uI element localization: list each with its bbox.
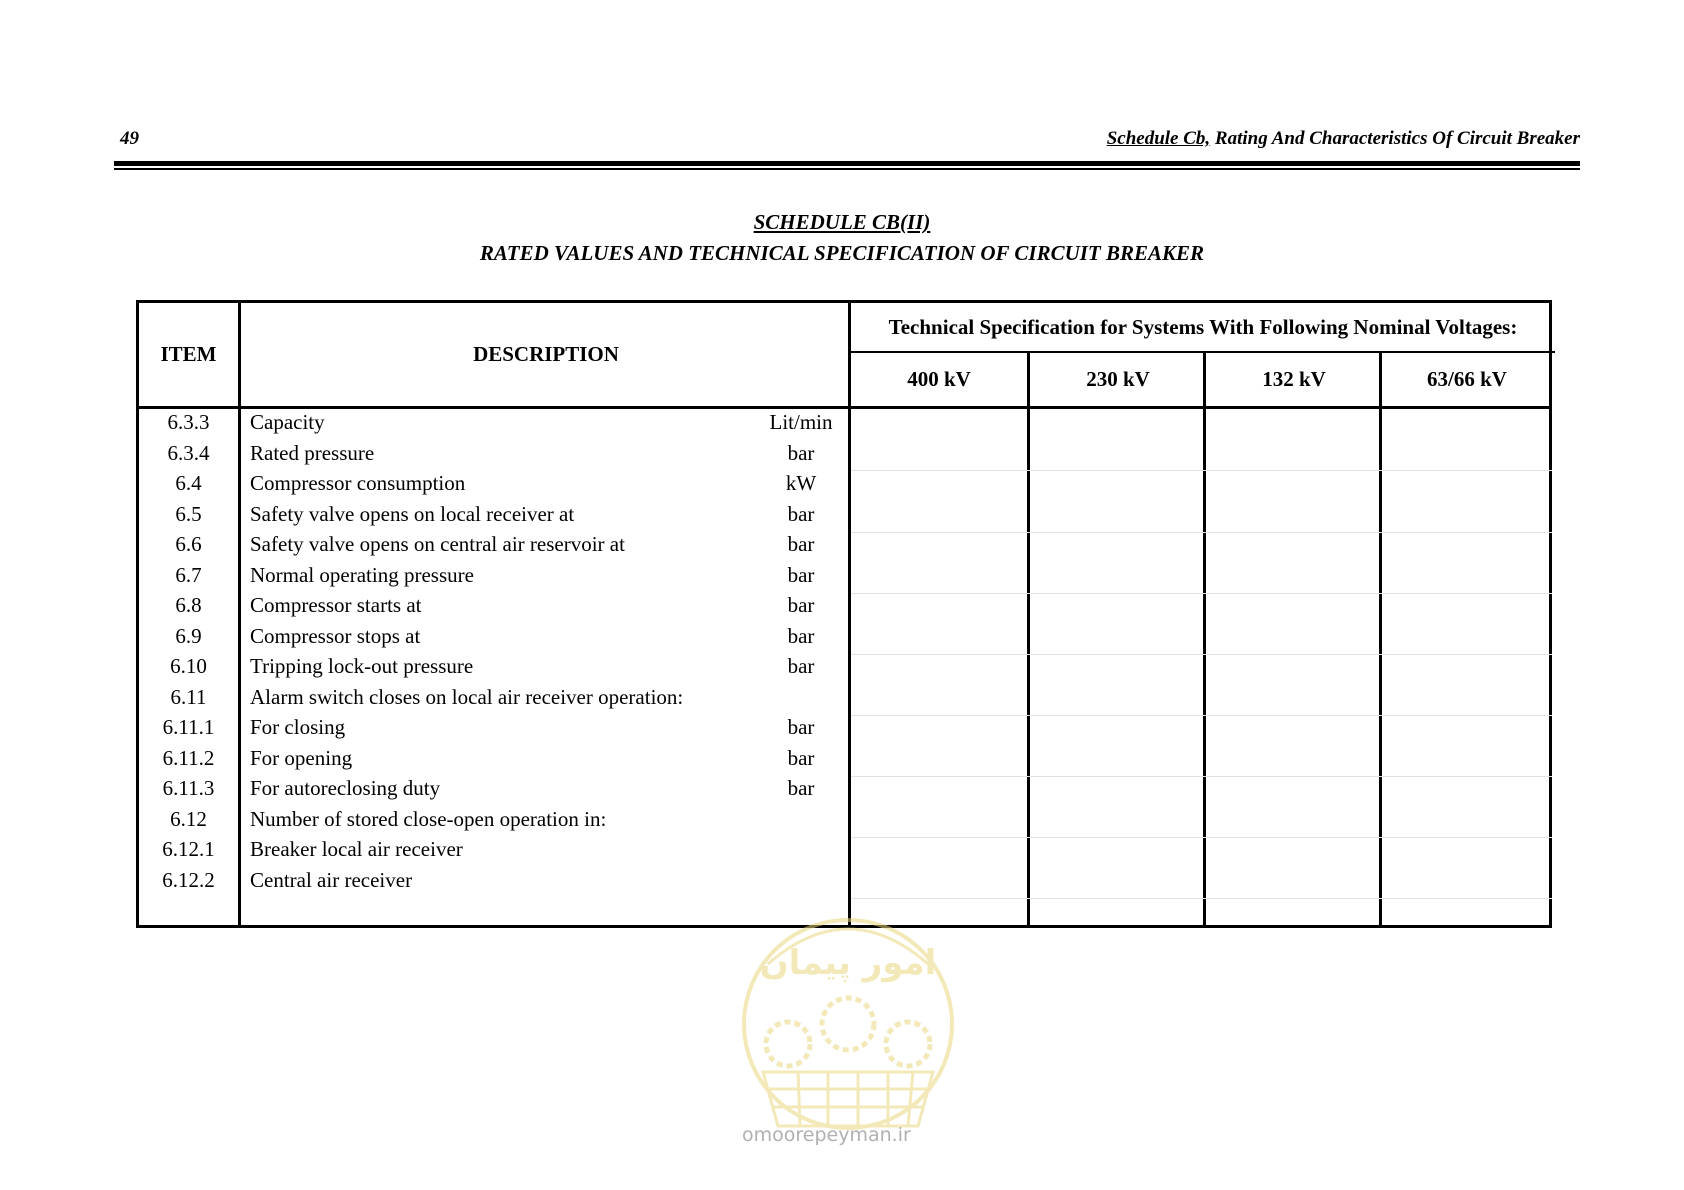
table-row	[139, 712, 851, 743]
row-item: 6.12.2	[162, 867, 215, 892]
schedule-title: SCHEDULE CB(II)	[753, 210, 931, 234]
table-row	[139, 468, 851, 499]
row-unit: bar	[787, 501, 815, 526]
row-description: Central air receiver	[250, 867, 413, 892]
row-item: 6.8	[175, 593, 202, 617]
faint-gridline	[851, 470, 1552, 471]
table-row	[139, 438, 851, 469]
row-description: Compressor starts at	[250, 593, 422, 617]
row-unit: bar	[787, 745, 815, 770]
row-unit: bar	[787, 776, 815, 800]
table-row	[139, 651, 851, 682]
row-unit: bar	[787, 562, 815, 587]
row-item: 6.6	[175, 532, 202, 556]
faint-gridline	[851, 837, 1552, 838]
row-description: Alarm switch closes on local air receiver operation:	[250, 684, 684, 709]
row-item: 6.10	[170, 654, 207, 678]
row-description: Compressor stops at	[250, 623, 421, 648]
watermark-logo-text: امور پیمان	[759, 943, 937, 983]
schedule-subtitle: RATED VALUES AND TECHNICAL SPECIFICATION OF CIRCUIT BREAKER	[479, 241, 1205, 265]
row-item: 6.7	[175, 562, 202, 587]
row-item: 6.3.4	[167, 440, 210, 465]
row-unit: bar	[787, 623, 815, 648]
row-item: 6.4	[175, 471, 202, 495]
row-item: 6.11	[170, 684, 207, 709]
header-132kv: 132 kV	[1262, 366, 1326, 391]
row-unit: bar	[787, 654, 815, 678]
row-item: 6.9	[175, 623, 202, 648]
table-row	[139, 560, 851, 591]
row-description: Rated pressure	[250, 440, 375, 465]
faint-gridline	[851, 776, 1552, 777]
row-unit: Lit/min	[769, 410, 833, 434]
row-item: 6.11.1	[162, 715, 215, 739]
table-row	[139, 621, 851, 652]
header-item: ITEM	[160, 342, 217, 366]
row-item: 6.11.3	[162, 776, 215, 800]
row-description: Safety valve opens on central air reservoir at	[250, 532, 625, 556]
table-row	[139, 407, 851, 438]
row-item: 6.3.3	[167, 410, 210, 434]
header-rule-thin	[114, 168, 1580, 170]
faint-gridline	[851, 715, 1552, 716]
table-row	[139, 834, 851, 865]
row-description: For autoreclosing duty	[250, 776, 441, 800]
table-row	[139, 865, 851, 896]
row-description: Compressor consumption	[250, 471, 466, 495]
faint-gridline	[851, 593, 1552, 594]
row-unit: bar	[787, 532, 815, 556]
col-divider	[1379, 352, 1382, 925]
running-header-rest: Rating And Characteristics Of Circuit Breaker	[1210, 128, 1580, 149]
row-description: For opening	[250, 745, 353, 770]
row-description: Normal operating pressure	[250, 562, 474, 587]
group-divider	[851, 351, 1555, 353]
faint-gridline	[851, 532, 1552, 533]
row-description: Tripping lock-out pressure	[250, 654, 474, 678]
table-row	[139, 682, 851, 713]
header-voltage-group: Technical Specification for Systems With Following Nominal Voltages:	[888, 314, 1518, 339]
table-row	[139, 804, 851, 835]
row-description: Number of stored close-open operation in:	[250, 806, 607, 831]
col-divider	[1203, 352, 1206, 925]
table-row	[139, 773, 851, 804]
header-rule-thick	[114, 161, 1580, 166]
header-230kv: 230 kV	[1086, 366, 1150, 391]
row-item: 6.5	[175, 501, 202, 526]
faint-gridline	[851, 898, 1552, 899]
header-63-66kv: 63/66 kV	[1427, 366, 1507, 391]
row-item: 6.12.1	[162, 837, 215, 861]
table-row	[139, 529, 851, 560]
page-number: 49	[120, 128, 139, 149]
faint-gridline	[851, 654, 1552, 655]
row-description: Breaker local air receiver	[250, 837, 463, 861]
header-400kv: 400 kV	[907, 366, 971, 391]
row-description: For closing	[250, 715, 346, 739]
watermark-site: omoorepeyman.ir	[742, 1124, 911, 1146]
table-row	[139, 590, 851, 621]
table-row	[139, 499, 851, 530]
row-item: 6.12	[170, 806, 207, 831]
table-row	[139, 743, 851, 774]
row-unit: bar	[787, 593, 815, 617]
row-unit: kW	[785, 471, 817, 495]
row-unit: bar	[787, 715, 815, 739]
row-item: 6.11.2	[162, 745, 215, 770]
header-description: DESCRIPTION	[473, 342, 619, 366]
row-description: Capacity	[250, 410, 325, 434]
running-header-underlined: Schedule Cb,	[1106, 128, 1211, 149]
col-divider	[1027, 352, 1030, 925]
spec-table	[136, 300, 1552, 928]
row-unit: bar	[787, 440, 815, 465]
running-header	[1107, 128, 1580, 150]
row-description: Safety valve opens on local receiver at	[250, 501, 575, 526]
